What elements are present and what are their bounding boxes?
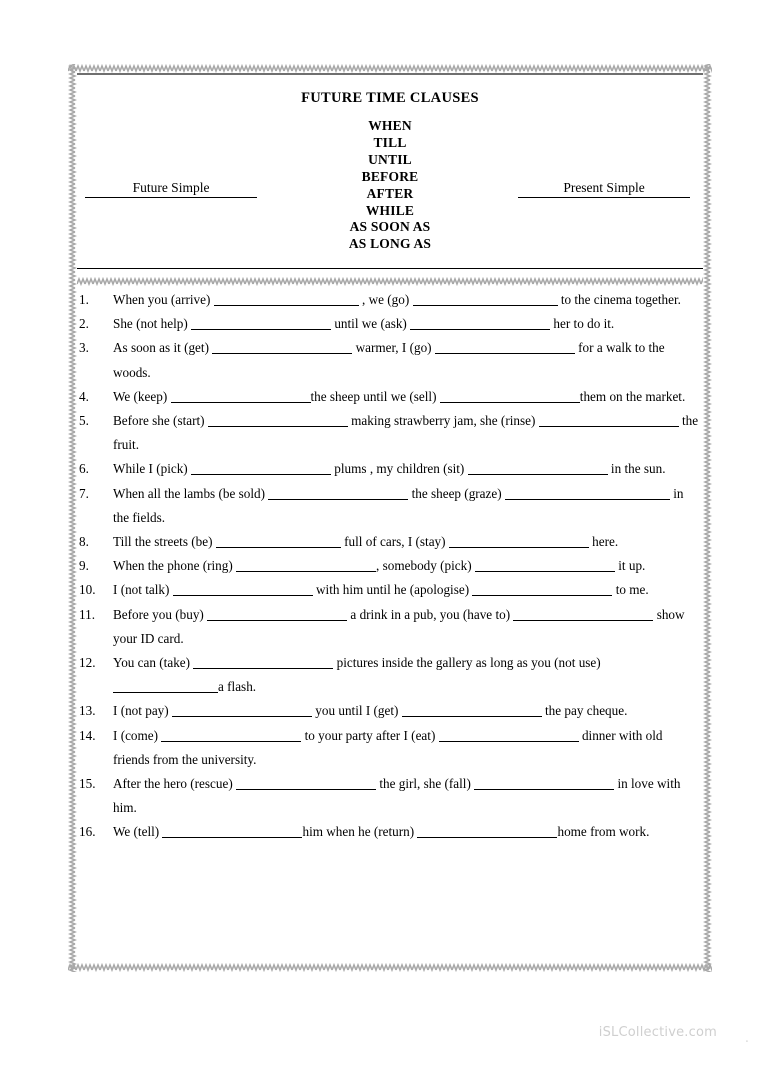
exercise-text: [113, 699, 702, 723]
exercise-item: [79, 699, 702, 723]
exercise-text-run: him when he (return): [302, 824, 418, 840]
answer-blank[interactable]: [410, 316, 550, 330]
answer-blank[interactable]: [435, 340, 575, 354]
exercise-item: [79, 457, 702, 481]
exercise-text-run: When all the lambs (be sold): [113, 485, 269, 501]
exercise-text-run: in the fields.: [113, 485, 684, 525]
exercise-number: 4.: [79, 388, 89, 404]
exercise-text: [113, 578, 702, 602]
exercise-text-run: dinner with old friends from the university.: [113, 727, 663, 767]
exercise-text-run: making strawberry jam, she (rinse): [347, 413, 539, 429]
exercise-text: [113, 530, 702, 554]
conjunction-item: AS LONG AS: [348, 236, 432, 252]
exercise-text-run: the girl, she (fall): [376, 776, 475, 792]
exercise-text: [113, 336, 702, 384]
worksheet-frame: [68, 64, 712, 972]
answer-blank[interactable]: [172, 703, 312, 717]
answer-blank[interactable]: [161, 728, 301, 742]
exercise-text: [113, 820, 702, 844]
exercise-text-run: pictures inside the gallery as long as you (not use): [333, 655, 601, 671]
watermark-islcollective: iSLCollective.com: [598, 1025, 717, 1040]
zigzag-border-right: [703, 64, 712, 972]
answer-blank[interactable]: [236, 776, 376, 790]
answer-blank[interactable]: [513, 607, 653, 621]
exercise-text-run: the pay cheque.: [541, 703, 628, 719]
exercise-text-run: , somebody (pick): [376, 558, 475, 574]
exercise-text: [113, 651, 702, 699]
exercise-item: [79, 820, 702, 844]
page-title: FUTURE TIME CLAUSES: [301, 90, 479, 106]
zigzag-border-bottom: [68, 963, 712, 972]
exercise-text-run: She (not help): [113, 316, 192, 332]
tense-label-future-simple: Future Simple: [85, 180, 257, 198]
answer-blank[interactable]: [208, 413, 348, 427]
exercise-number: 12.: [79, 655, 96, 671]
exercise-text-run: the fruit.: [113, 413, 699, 453]
zigzag-separator: [77, 277, 703, 286]
exercise-text-run: I (come): [113, 727, 162, 743]
answer-blank[interactable]: [191, 316, 331, 330]
exercise-item: [79, 530, 702, 554]
exercise-text-run: the sheep (graze): [408, 485, 505, 501]
exercise-list: [79, 288, 702, 845]
answer-blank[interactable]: [439, 728, 579, 742]
exercise-text-run: I (not pay): [113, 703, 172, 719]
exercise-number: 15.: [79, 776, 96, 792]
exercise-text: [113, 724, 702, 772]
exercise-text-run: a flash.: [218, 679, 257, 695]
exercise-text: [113, 603, 702, 651]
exercise-text-run: plums , my children (sit): [331, 461, 468, 477]
exercise-text-run: them on the market.: [579, 388, 686, 404]
answer-blank[interactable]: [413, 292, 558, 306]
exercise-number: 7.: [79, 485, 89, 501]
exercise-text-run: in the sun.: [607, 461, 666, 477]
exercise-number: 10.: [79, 582, 96, 598]
zigzag-border-top: [68, 64, 712, 73]
exercise-text-run: home from work.: [557, 824, 650, 840]
exercise-number: 11.: [79, 606, 95, 622]
exercise-text-run: with him until he (apologise): [312, 582, 473, 598]
exercise-number: 14.: [79, 727, 96, 743]
exercise-item: [79, 772, 702, 820]
answer-blank[interactable]: [474, 776, 614, 790]
exercise-text-run: to the cinema together.: [557, 292, 681, 307]
exercise-text-run: in love with him.: [113, 776, 681, 816]
answer-blank[interactable]: [193, 655, 333, 669]
answer-blank[interactable]: [417, 824, 557, 838]
exercise-text-run: Before you (buy): [113, 606, 208, 622]
exercise-text: [113, 482, 702, 530]
answer-blank[interactable]: [475, 558, 615, 572]
answer-blank[interactable]: [173, 582, 313, 596]
conjunction-item: AS SOON AS: [349, 219, 431, 235]
answer-blank[interactable]: [236, 558, 376, 572]
tense-label-present-simple: Present Simple: [518, 180, 690, 198]
exercise-item: [79, 651, 702, 699]
conjunction-item: UNTIL: [368, 151, 412, 167]
answer-blank[interactable]: [402, 703, 542, 717]
answer-blank[interactable]: [468, 461, 608, 475]
exercise-number: 13.: [79, 703, 96, 719]
exercise-item: [79, 603, 702, 651]
conjunction-item: BEFORE: [361, 168, 419, 184]
exercise-item: [79, 578, 702, 602]
exercise-text-run: show your ID card.: [113, 606, 685, 646]
zigzag-border-left: [68, 64, 77, 972]
exercise-number: 16.: [79, 824, 96, 840]
exercise-text-run: When you (arrive): [113, 292, 214, 307]
exercise-text-run: We (tell): [113, 824, 163, 840]
exercise-text-run: to your party after I (eat): [301, 727, 439, 743]
exercise-text-run: it up.: [614, 558, 646, 574]
answer-blank[interactable]: [191, 461, 331, 475]
answer-blank[interactable]: [171, 389, 311, 403]
exercise-number: 3.: [79, 340, 89, 356]
exercise-text-run: We (keep): [113, 388, 171, 404]
answer-blank[interactable]: [449, 534, 589, 548]
exercise-text-run: warmer, I (go): [352, 340, 435, 356]
answer-blank[interactable]: [214, 292, 359, 306]
exercise-number: 8.: [79, 534, 89, 550]
answer-blank[interactable]: [207, 607, 347, 621]
exercise-text: [113, 312, 702, 336]
conjunction-item: AFTER: [366, 185, 414, 201]
header-panel: [77, 73, 703, 269]
answer-blank[interactable]: [505, 486, 670, 500]
conjunction-area: [77, 118, 703, 258]
exercise-text-run: , we (go): [358, 292, 413, 307]
exercise-number: 6.: [79, 461, 89, 477]
exercise-text-run: Till the streets (be): [113, 534, 216, 550]
answer-blank[interactable]: [472, 582, 612, 596]
exercise-number: 5.: [79, 413, 89, 429]
exercise-text-run: here.: [588, 534, 619, 550]
answer-blank[interactable]: [162, 824, 302, 838]
exercise-text: [113, 409, 702, 457]
conjunction-item: WHILE: [365, 202, 415, 218]
answer-blank[interactable]: [212, 340, 352, 354]
exercise-text: [113, 554, 702, 578]
answer-blank[interactable]: [216, 534, 341, 548]
conjunction-item: TILL: [373, 134, 407, 150]
exercise-number: 9.: [79, 558, 89, 574]
exercise-text: [113, 385, 702, 409]
exercise-text-run: Before she (start): [113, 413, 208, 429]
exercise-item: [79, 724, 702, 772]
exercise-text-run: you until I (get): [311, 703, 402, 719]
conjunction-item: WHEN: [368, 118, 412, 133]
exercise-text-run: the sheep until we (sell): [310, 388, 440, 404]
exercise-text-run: You can (take): [113, 655, 194, 671]
exercise-item: [79, 312, 702, 336]
exercise-item: [79, 385, 702, 409]
exercise-item: [79, 409, 702, 457]
exercise-text-run: a drink in a pub, you (have to): [347, 606, 514, 622]
exercise-text: [113, 772, 702, 820]
exercise-text-run: After the hero (rescue): [113, 776, 237, 792]
exercise-text-run: I (not talk): [113, 582, 173, 598]
answer-blank[interactable]: [539, 413, 679, 427]
exercise-item: [79, 288, 702, 312]
exercise-text-run: When the phone (ring): [113, 558, 237, 574]
answer-blank[interactable]: [113, 679, 218, 693]
watermark-dot: .: [744, 1031, 749, 1046]
exercise-number: 1.: [79, 292, 89, 307]
answer-blank[interactable]: [268, 486, 408, 500]
exercise-text-run: While I (pick): [113, 461, 191, 477]
exercise-text-run: until we (ask): [331, 316, 411, 332]
exercise-text-run: her to do it.: [550, 316, 615, 332]
exercise-item: [79, 554, 702, 578]
exercise-text-run: to me.: [612, 582, 649, 598]
exercise-number: 2.: [79, 316, 89, 332]
answer-blank[interactable]: [440, 389, 580, 403]
exercise-item: [79, 482, 702, 530]
exercise-text-run: for a walk to the woods.: [113, 340, 665, 380]
exercise-text: [113, 457, 702, 481]
exercise-text-run: full of cars, I (stay): [340, 534, 449, 550]
exercise-text-run: As soon as it (get): [113, 340, 213, 356]
exercise-item: [79, 336, 702, 384]
exercise-text: [113, 288, 702, 312]
